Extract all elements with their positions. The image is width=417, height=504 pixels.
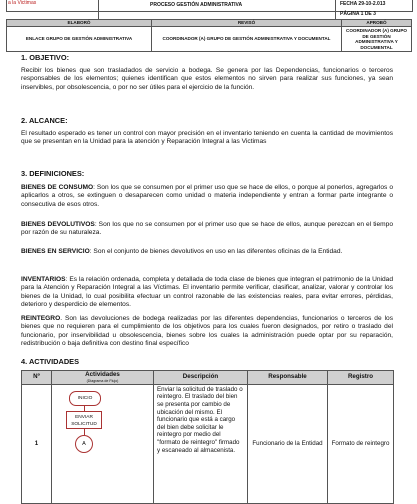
activity-number: 1 — [22, 384, 52, 503]
flow-process-node: ENVIAR SOLICITUD — [66, 411, 102, 429]
process-name: PROCESO GESTIÓN ADMINISTRATIVA — [150, 2, 243, 8]
flow-start-node: INICIO — [69, 391, 101, 406]
definition-term: BIENES DEVOLUTIVOS — [21, 221, 95, 228]
definition-text: : Son el conjunto de bienes devolutivos en uso en las diferentes oficinas de la Entidad. — [89, 248, 343, 255]
definition-term: BIENES EN SERVICIO — [21, 248, 90, 255]
activity-flow-cell — [52, 384, 154, 503]
definition-term: INVENTARIOS — [21, 276, 66, 283]
section-title-objetivo: 1. OBJETIVO: — [21, 53, 70, 62]
flow-connector-node: A — [75, 435, 93, 453]
aprobo-header: APROBÓ — [342, 20, 412, 27]
activities-table — [21, 370, 394, 504]
definition-bienes-consumo — [21, 184, 393, 209]
definition-bienes-servicio — [21, 248, 393, 256]
activity-description: Enviar la solicitud de traslado o reintegro. El traslado del bien se presenta por cambio de ubicación del mismo. El funcionario que está a cargo del bien debe solicitar le reintegro por medio del "formato de reintegro" firmado y escaneado al almacenista. — [154, 384, 248, 503]
elaboro-value: ENLACE GRUPO DE GESTIÓN ADMINISTRATIVA — [7, 27, 152, 52]
col-header-responsable: Responsable — [248, 371, 328, 385]
document-date: FECHA 29-10-2.013 — [340, 1, 386, 7]
flow-connector-line — [84, 429, 85, 435]
section-title-definiciones: 3. DEFINICIONES: — [21, 169, 85, 178]
signature-table — [6, 19, 412, 52]
section-title-actividades: 4. ACTIVIDADES — [21, 357, 80, 366]
col-header-descripcion: Descripción — [154, 371, 248, 385]
definition-reintegro — [21, 315, 393, 349]
reviso-header: REVISÓ — [152, 20, 342, 27]
activity-record: Formato de reintegro — [328, 384, 394, 503]
definition-text: : Son los que no se consumen por el primer uso que se hace de ellos, aunque perezcan en el tiempo por razón de su naturaleza. — [21, 221, 393, 237]
col-header-actividades-sub: (Diagrama de Flujo) — [86, 378, 119, 383]
table-row — [22, 384, 394, 503]
definition-bienes-devolutivos — [21, 221, 393, 238]
logo-text: a la Victimas — [8, 0, 37, 6]
col-header-no: Nº — [22, 371, 52, 385]
alcance-text: El resultado esperado es tener un control con mayor precisión en el inventario teniendo en cuenta la cantidad de movimientos que se presentan en la Unidad para la atención y Reparación Integral a las Victimas — [21, 130, 393, 146]
aprobo-value: COORDINADOR (A) GRUPO DE GESTIÓN ADMINISTRATIVA Y DOCUMENTAL — [342, 27, 412, 52]
elaboro-header: ELABORÓ — [7, 20, 152, 27]
reviso-value: COORDINADOR (A) GRUPO DE GESTIÓN ADMINISTRATIVA Y DOCUMENTAL — [152, 27, 342, 52]
page-number: PÁGINA 1 DE 3 — [340, 11, 376, 17]
col-header-actividades — [52, 371, 154, 385]
definition-text: . Son las devoluciones de bodega realizadas por las diferentes dependencias, funcionarios o terceros de los bienes que no requieren para el cumplimiento de los objetivos para los cuales fueron designados, por retiro o traslado del funcionario, por inservibilidad u obsolescencia, bienes sobre los cuales la administración puede optar por su reparación, redistribución o baja definitiva con destino final específico — [21, 315, 393, 348]
col-header-registro: Registro — [328, 371, 394, 385]
section-title-alcance: 2. ALCANCE: — [21, 116, 68, 125]
col-header-actividades-label: Actividades — [85, 371, 120, 378]
definition-text: : Es la relación ordenada, completa y detallada de toda clase de bienes que integran el patrimonio de la Unidad para la Atención y Reparación Integral a las Víctimas. El inventario permite verificar, clasificar, analizar, valorar y controlar los bienes de la Unidad, lo cual posibilita efectuar un control razonable de las existencias reales, para evitar errores, pérdidas, deterioro y desperdicio de elementos. — [21, 276, 393, 309]
definition-term: REINTEGRO — [21, 315, 61, 322]
objetivo-text: Recibir los bienes que son trasladados de servicio a bodega. Se genera por las Dependencias, funcionarios o terceros responsables de los elementos; quienes identifican que estos elementos no sirven para realizar sus funciones, ya sean inservibles, por obsolescencia, o por no ser útiles para el ejercicio de la función. — [21, 67, 393, 91]
flow-diagram — [52, 385, 153, 503]
definition-text: : Son los que se consumen por el primer uso que se hace de ellos, o porque al ponerlos, agregarlos o aplicarlos a otros, se extinguen o desaparecen como unidad o materia independiente y entran a formar parte integrante o consecutiva de esos otros. — [21, 184, 393, 208]
activity-responsible: Funcionario de la Entidad — [248, 384, 328, 503]
definition-inventarios — [21, 276, 393, 310]
definition-term: BIENES DE CONSUMO — [21, 184, 94, 191]
